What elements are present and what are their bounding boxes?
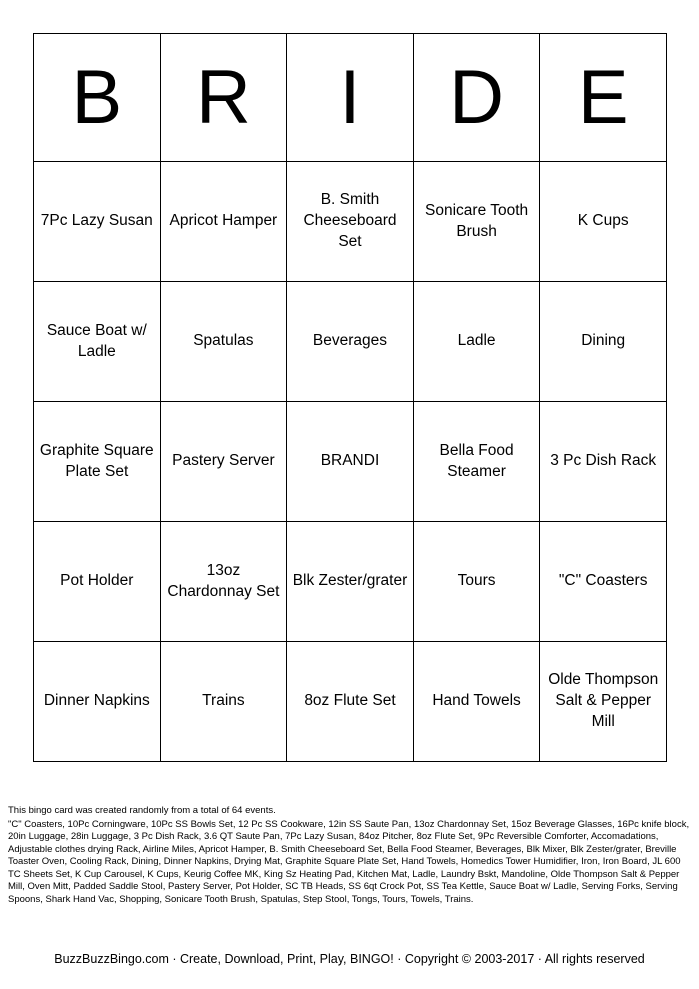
page-footer: BuzzBuzzBingo.com · Create, Download, Print, Play, BINGO! · Copyright © 2003-2017 · All rights reserved: [54, 952, 645, 966]
bingo-header-letter-r: R: [160, 34, 287, 162]
bingo-cell[interactable]: Spatulas: [160, 282, 287, 402]
bingo-cell[interactable]: Sonicare Tooth Brush: [413, 162, 540, 282]
bingo-cell[interactable]: Tours: [413, 522, 540, 642]
bingo-cell[interactable]: Graphite Square Plate Set: [34, 402, 161, 522]
bingo-row: [34, 282, 667, 402]
bingo-cell[interactable]: Ladle: [413, 282, 540, 402]
legend-summary: This bingo card was created randomly from a total of 64 events.: [8, 805, 276, 816]
bingo-cell[interactable]: 13oz Chardonnay Set: [160, 522, 287, 642]
bingo-cell-free-space[interactable]: BRANDI: [287, 402, 414, 522]
bingo-cell[interactable]: 7Pc Lazy Susan: [34, 162, 161, 282]
bingo-cell[interactable]: Blk Zester/grater: [287, 522, 414, 642]
bingo-cell[interactable]: Dining: [540, 282, 667, 402]
bingo-cell[interactable]: Trains: [160, 642, 287, 762]
legend-event-list: "C" Coasters, 10Pc Corningware, 10Pc SS Bowls Set, 12 Pc SS Cookware, 12in SS Saute Pan, 13oz Chardonnay Set, 15oz Beverage Glasses, 16Pc knife block, 20in Luggage, 28in Luggage, 3 Pc Dish Rack, 3.6 QT Saute Pan, 7Pc Lazy Susan, 84oz Pitcher, 8oz Flute Set, 9Pc Reversible Comforter, Accomadations, Adjustable clothes drying Rack, Airline Miles, Apricot Hamper, B. Smith Cheeseboard Set, Bella Food Steamer, Beverages, Blk Mixer, Blk Zester/grater, Breville Toaster Oven, Cooling Rack, Dining, Dinner Napkins, Drying Mat, Graphite Square Plate Set, Hand Towels, Homedics Tower Humidifier, Iron, Iron Board, JL 600 TC Sheets Set, K Cup Carousel, K Cups, Keurig Coffee MK, King Sz Heating Pad, Kitchen Mat, Ladle, Laundry Bskt, Mandoline, Olde Thompson Salt & Pepper Mill, Oven Mitt, Padded Saddle Stool, Pastery Server, Pot Holder, SC TB Heads, SS 6qt Crock Pot, SS Tea Kettle, Sauce Boat w/ Ladle, Serving Forks, Serving Spoons, Shark Hand Vac, Shopping, Sonicare Tooth Brush, Spatulas, Step Stool, Tongs, Tours, Towels, Trains.: [8, 818, 690, 905]
bingo-row: [34, 642, 667, 762]
bingo-cell[interactable]: Bella Food Steamer: [413, 402, 540, 522]
bingo-header-letter-e: E: [540, 34, 667, 162]
bingo-cell[interactable]: Sauce Boat w/ Ladle: [34, 282, 161, 402]
bingo-row: [34, 162, 667, 282]
bingo-cell[interactable]: K Cups: [540, 162, 667, 282]
bingo-card-table: [33, 33, 667, 762]
bingo-cell[interactable]: Olde Thompson Salt & Pepper Mill: [540, 642, 667, 762]
bingo-row: [34, 402, 667, 522]
bingo-cell[interactable]: Pastery Server: [160, 402, 287, 522]
bingo-cell[interactable]: B. Smith Cheeseboard Set: [287, 162, 414, 282]
bingo-cell[interactable]: Hand Towels: [413, 642, 540, 762]
bingo-row: [34, 522, 667, 642]
bingo-cell[interactable]: Apricot Hamper: [160, 162, 287, 282]
bingo-cell[interactable]: "C" Coasters: [540, 522, 667, 642]
bingo-cell[interactable]: 8oz Flute Set: [287, 642, 414, 762]
bingo-header-letter-d: D: [413, 34, 540, 162]
bingo-cell[interactable]: Beverages: [287, 282, 414, 402]
card-legend: [8, 805, 692, 906]
bingo-cell[interactable]: Dinner Napkins: [34, 642, 161, 762]
bingo-header-letter-b: B: [34, 34, 161, 162]
bingo-cell[interactable]: 3 Pc Dish Rack: [540, 402, 667, 522]
bingo-header-letter-i: I: [287, 34, 414, 162]
bingo-cell[interactable]: Pot Holder: [34, 522, 161, 642]
bingo-header-row: [34, 34, 667, 162]
